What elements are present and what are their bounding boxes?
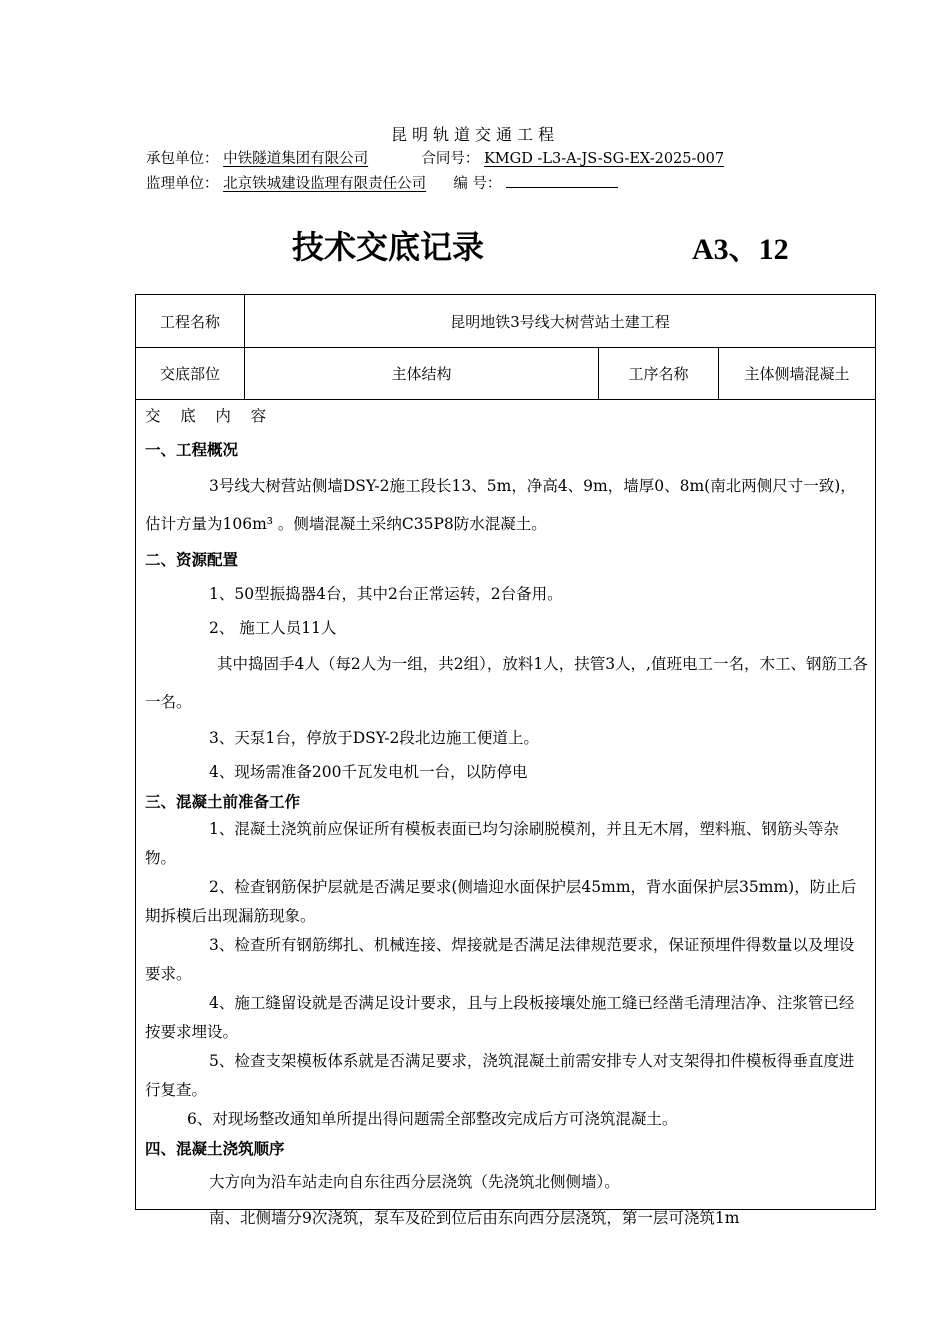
document-code: A3、12 bbox=[692, 233, 789, 266]
section-3-item-4: 4、施工缝留设就是否满足设计要求，且与上段板接壤处施工缝已经凿毛清理洁净、注浆管已经按要求埋设。 bbox=[145, 994, 855, 1041]
section-2-item-1: 1、50型振捣器4台，其中2台正常运转，2台备用。 bbox=[209, 585, 563, 603]
section-1-paragraph: 3号线大树营站侧墙DSY-2施工段长13、5m，净高4、9m，墙厚0、8m(南北两侧尺寸一致)，估计方量为106m³ 。侧墙混凝土采纳C35P8防水混凝土。 bbox=[145, 477, 856, 533]
section-4-title: 四、混凝土浇筑顺序 bbox=[145, 1140, 285, 1158]
part-row bbox=[136, 348, 875, 400]
section-4-paragraph-1: 大方向为沿车站走向自东往西分层浇筑（先浇筑北侧侧墙）。 bbox=[209, 1173, 620, 1191]
supervisor-line bbox=[146, 172, 618, 193]
section-2-item-3: 3、天泵1台，停放于DSY-2段北边施工便道上。 bbox=[209, 729, 539, 747]
section-1-title: 一、工程概况 bbox=[145, 441, 239, 459]
part-value: 主体结构 bbox=[244, 348, 598, 399]
contract-value: KMGD -L3-A-JS-SG-EX-2025-007 bbox=[483, 151, 725, 167]
supervisor-value: 北京铁城建设监理有限责任公司 bbox=[223, 176, 427, 192]
section-2-item-2: 2、 施工人员11人 bbox=[209, 619, 337, 637]
section-3-item-3: 3、检查所有钢筋绑扎、机械连接、焊接就是否满足法律规范要求，保证预埋件得数量以及埋设要求。 bbox=[145, 936, 855, 983]
contractor-value: 中铁隧道集团有限公司 bbox=[223, 151, 369, 167]
section-2-item-4: 4、现场需准备200千瓦发电机一台，以防停电 bbox=[209, 763, 528, 781]
section-4-paragraph-2: 南、北侧墙分9次浇筑，泵车及砼到位后由东向西分层浇筑，第一层可浇筑1m bbox=[209, 1209, 740, 1227]
project-name-label: 工程名称 bbox=[159, 312, 220, 331]
content-body bbox=[145, 399, 869, 1236]
number-label: 编 号： bbox=[453, 176, 502, 192]
number-blank bbox=[506, 175, 618, 188]
project-name-value: 昆明地铁3号线大树营站土建工程 bbox=[244, 295, 875, 347]
part-label: 交底部位 bbox=[159, 365, 220, 383]
section-3-item-2: 2、检查钢筋保护层就是否满足要求(侧墙迎水面保护层45mm，背水面保护层35mm)，防止后期拆模后出现漏筋现象。 bbox=[145, 878, 857, 925]
project-name-header: 昆明轨道交通工程 bbox=[390, 125, 559, 144]
project-name-row bbox=[136, 295, 875, 348]
document-title: 技术交底记录 bbox=[292, 228, 485, 266]
section-2-item-2-detail: 其中捣固手4人（每2人为一组，共2组），放料1人，扶管3人，,值班电工一名，木工、钢筋工各一名。 bbox=[145, 655, 868, 711]
supervisor-label: 监理单位： bbox=[146, 176, 219, 192]
contract-label: 合同号： bbox=[421, 151, 480, 167]
section-3-title: 三、混凝土前准备工作 bbox=[145, 793, 301, 811]
process-value: 主体侧墙混凝土 bbox=[718, 348, 875, 399]
content-heading: 交 底 内 容 bbox=[145, 407, 267, 425]
process-label: 工序名称 bbox=[598, 348, 718, 399]
record-table bbox=[135, 294, 876, 1227]
contractor-line bbox=[146, 147, 724, 168]
section-3-item-1: 1、混凝土浇筑前应保证所有模板表面已均匀涂刷脱模剂，并且无木屑，塑料瓶、钢筋头等杂物。 bbox=[145, 820, 839, 867]
section-2-title: 二、资源配置 bbox=[145, 551, 239, 569]
section-3-item-6: 6、对现场整改通知单所提出得问题需全部整改完成后方可浇筑混凝土。 bbox=[187, 1110, 678, 1128]
contractor-label: 承包单位： bbox=[146, 151, 219, 167]
section-3-item-5: 5、检查支架模板体系就是否满足要求，浇筑混凝土前需安排专人对支架得扣件模板得垂直度进行复查。 bbox=[145, 1052, 855, 1099]
